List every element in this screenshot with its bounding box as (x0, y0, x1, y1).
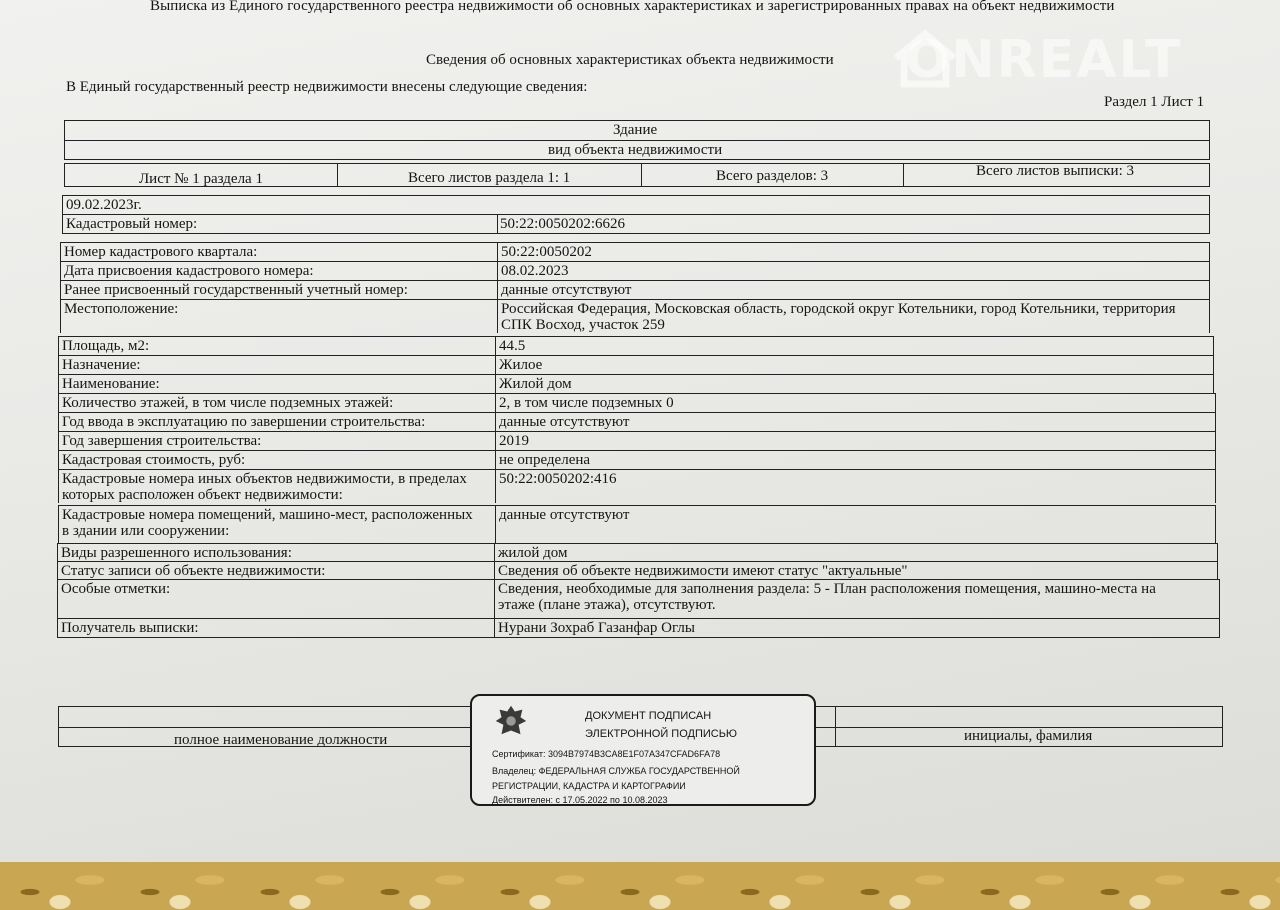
sheet-number: Лист № 1 раздела 1 (139, 171, 263, 187)
table-row (57, 543, 1218, 562)
row-value: 50:22:0050202 (501, 244, 592, 260)
cadastral-number: 50:22:0050202:6626 (500, 216, 626, 232)
watermark: ONREALT (905, 30, 1183, 90)
table-row (58, 469, 1216, 503)
stamp-owner-line1: Владелец: ФЕДЕРАЛЬНАЯ СЛУЖБА ГОСУДАРСТВЕННОЙ (492, 766, 740, 776)
table-row (57, 579, 1220, 619)
object-type-caption: вид объекта недвижимости (548, 142, 723, 158)
cadastral-label: Кадастровый номер: (66, 216, 198, 232)
sections-total: Всего разделов: 3 (716, 168, 829, 184)
row-value: жилой дом (498, 545, 568, 561)
table-row (58, 505, 1216, 543)
stamp-signed-line2: ЭЛЕКТРОННОЙ ПОДПИСЬЮ (585, 728, 738, 740)
table-row (58, 355, 1214, 374)
section-sheets-total: Всего листов раздела 1: 1 (408, 170, 571, 186)
row-value: 44.5 (499, 338, 526, 354)
table-row (58, 336, 1214, 355)
intro-text: В Единый государственный реестр недвижимости внесены следующие сведения: (66, 79, 588, 95)
row-label: Кадастровые номера помещений, машино-мест, расположенных в здании или сооружении: (59, 506, 496, 543)
row-value: 2, в том числе подземных 0 (499, 395, 674, 411)
table-row (58, 412, 1216, 431)
row-label: Кадастровые номера иных объектов недвижимости, в пределах которых расположен объект недвижимости: (59, 470, 496, 503)
row-label: Назначение: (59, 356, 496, 374)
stamp-validity: Действителен: с 17.05.2022 по 10.08.2023 (492, 795, 668, 805)
row-label: Местоположение: (61, 300, 498, 333)
table-row (58, 450, 1216, 469)
name-caption: инициалы, фамилия (964, 728, 1093, 744)
table-row (60, 299, 1210, 333)
table-row (57, 561, 1218, 580)
row-label: Статус записи об объекте недвижимости: (58, 562, 495, 580)
row-label: Виды разрешенного использования: (58, 544, 495, 562)
row-label: Особые отметки: (58, 580, 495, 619)
stamp-signed-line1: ДОКУМЕНТ ПОДПИСАН (585, 710, 712, 722)
electronic-signature-stamp (470, 694, 816, 806)
section-sheet-label: Раздел 1 Лист 1 (1104, 94, 1205, 110)
row-label: Год завершения строительства: (59, 432, 496, 450)
row-value: Сведения об объекте недвижимости имеют статус "актуальные" (498, 563, 908, 579)
table-row (58, 431, 1216, 450)
object-type: Здание (613, 122, 658, 138)
row-label: Номер кадастрового квартала: (61, 243, 498, 261)
table-row (58, 374, 1214, 393)
row-label: Наименование: (59, 375, 496, 393)
row-value: Российская Федерация, Московская область, городской округ Котельники, город Котельники, территория СПК Восход, участок 259 (501, 301, 1176, 333)
row-label: Площадь, м2: (59, 337, 496, 355)
row-label: Ранее присвоенный государственный учетный номер: (61, 281, 498, 299)
row-label: Кадастровая стоимость, руб: (59, 451, 496, 469)
row-value: 08.02.2023 (501, 263, 569, 279)
table-bottom-border (57, 637, 1220, 638)
row-label: Год ввода в эксплуатацию по завершении строительства: (59, 413, 496, 431)
position-caption: полное наименование должности (174, 732, 388, 748)
row-value: данные отсутствуют (499, 414, 630, 430)
row-value: Сведения, необходимые для заполнения раздела: 5 - План расположения помещения, машино-места на этаже (плане этажа), отсутствуют. (498, 581, 1156, 613)
row-label: Дата присвоения кадастрового номера: (61, 262, 498, 280)
table-row (60, 261, 1210, 280)
row-label: Получатель выписки: (58, 619, 495, 638)
row-value: данные отсутствуют (499, 507, 630, 523)
row-value: данные отсутствуют (501, 282, 632, 298)
document-subtitle: Сведения об основных характеристиках объекта недвижимости (426, 52, 834, 68)
row-value: Жилой дом (499, 376, 572, 392)
row-value: 2019 (499, 433, 529, 449)
row-label: Количество этажей, в том числе подземных этажей: (59, 394, 496, 412)
table-row (58, 393, 1216, 412)
extract-date: 09.02.2023г. (66, 197, 142, 213)
table-row (60, 242, 1210, 261)
row-value: не определена (499, 452, 591, 468)
eagle-emblem-icon (492, 702, 530, 740)
row-value: Нурани Зохраб Газанфар Оглы (498, 620, 695, 636)
extract-sheets-total: Всего листов выписки: 3 (976, 163, 1134, 179)
table-row (60, 280, 1210, 299)
stamp-certificate: Сертификат: 3094B7974B3CA8E1F07A347CFAD6FA78 (492, 749, 721, 759)
document-title: Выписка из Единого государственного реестра недвижимости об основных характеристиках и зарегистрированных правах на объект недвижимости (150, 0, 1115, 14)
table-row (57, 618, 1220, 638)
date-cadastral-box (62, 195, 1210, 234)
background-tablecloth (0, 862, 1280, 910)
row-value: 50:22:0050202:416 (499, 471, 617, 487)
row-value: Жилое (499, 357, 543, 373)
stamp-owner-line2: РЕГИСТРАЦИИ, КАДАСТРА И КАРТОГРАФИИ (492, 781, 686, 791)
